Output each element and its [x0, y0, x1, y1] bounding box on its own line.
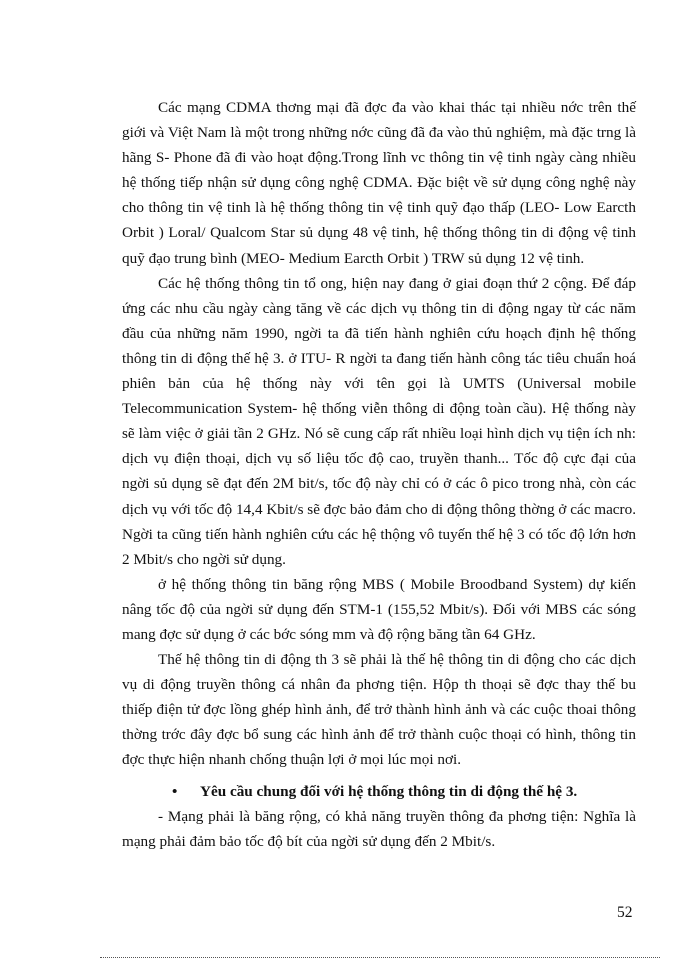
- paragraph-cdma-deployment: Các mạng CDMA thơng mại đã đợc đa vào khai thác tại nhiều nớc trên thế giới và Việt Nam là một trong những nớc cũng đã đa vào thủ nghiệm, mà đặc trng là hãng S- Phone đã đi vào hoạt động.Trong lĩnh vc thông tin vệ tinh ngày càng nhiều hệ thống tiếp nhận sử dụng công nghệ CDMA. Đặc biệt về sử dụng công nghệ này cho thông tin vệ tinh là hệ thống thông tin vệ tinh quỹ đạo thấp (LEO- Low Earcth Orbit ) Loral/ Qualcom Star sủ dụng 48 vệ tinh, hệ thống thông tin di động vệ tinh quỹ đạo trung bình (MEO- Medium Earcth Orbit ) TRW sủ dụng 12 vệ tinh.: [122, 99, 636, 267]
- section-heading: [122, 779, 636, 804]
- paragraph-requirement: - Mạng phải là băng rộng, có khả năng truyền thông đa phơng tiện: Nghĩa là mạng phải đảm bảo tốc độ bít của ngời sử dụng đến 2 Mbit/s.: [122, 807, 636, 850]
- paragraph-multimedia: Thế hệ thông tin di động th 3 sẽ phải là thế hệ thông tin di động cho các dịch vụ di động truyền thông cá nhân đa phơng tiện. Hộp th thoại sẽ đợc thay thế bu thiếp điện tử đợc lồng ghép hình ảnh, để trở thành hình ảnh và các cuộc thoai thông thờng trớc đây đợc bổ sung các hình ảnh để trở thành cuộc thoại có hình, thông tin đợc thực hiện nhanh chống thuận lợi ở mọi lúc mọi nơi.: [122, 651, 636, 769]
- footer-divider: [100, 957, 660, 958]
- page-number: 52: [617, 904, 633, 921]
- section-heading-text: Yêu cầu chung đối với hệ thống thông tin di động thế hệ 3.: [200, 782, 578, 800]
- bullet-icon: •: [172, 782, 178, 800]
- paragraph-mbs: ở hệ thống thông tin băng rộng MBS ( Mobile Broodband System) dự kiến nâng tốc độ của ngời sử dụng đến STM-1 (155,52 Mbit/s). Đối với MBS các sóng mang đợc sử dụng ở các bớc sóng mm và độ rộng băng tần 64 GHz.: [122, 575, 636, 643]
- body-text: [122, 95, 636, 854]
- paragraph-third-generation: Các hệ thống thông tin tổ ong, hiện nay đang ở giai đoạn thứ 2 cộng. Để đáp ứng các nhu cầu ngày càng tăng về các dịch vụ thông tin di động ngay từ các năm đầu của những năm 1990, ngời ta đã tiến hành nghiên cứu hoạch định hệ thống thông tin di động thế hệ 3. ở ITU- R ngời ta đang tiến hành công tác tiêu chuẩn hoá phiên bản của hệ thống này với tên gọi là UMTS (Universal mobile Telecommunication System- hệ thống viễn thông di động toàn cầu). Hệ thống này sẽ làm việc ở giải tần 2 GHz. Nó sẽ cung cấp rất nhiều loại hình dịch vụ tiện ích nh: dịch vụ điện thoại, dịch vụ số liệu tốc độ cao, truyền thanh... Tốc độ cực đại của ngời sủ dụng sẽ đạt đến 2M bit/s, tốc độ này chỉ có ở các ô pico trong nhà, còn các dịch vụ với tốc độ 14,4 Kbit/s sẽ đợc bảo đảm cho di động thông thờng ở các macro. Ngời ta cũng tiến hành nghiên cứu các hệ thộng vô tuyến thế hệ 3 có tốc độ lớn hơn 2 Mbit/s cho ngời sử dụng.: [122, 274, 636, 568]
